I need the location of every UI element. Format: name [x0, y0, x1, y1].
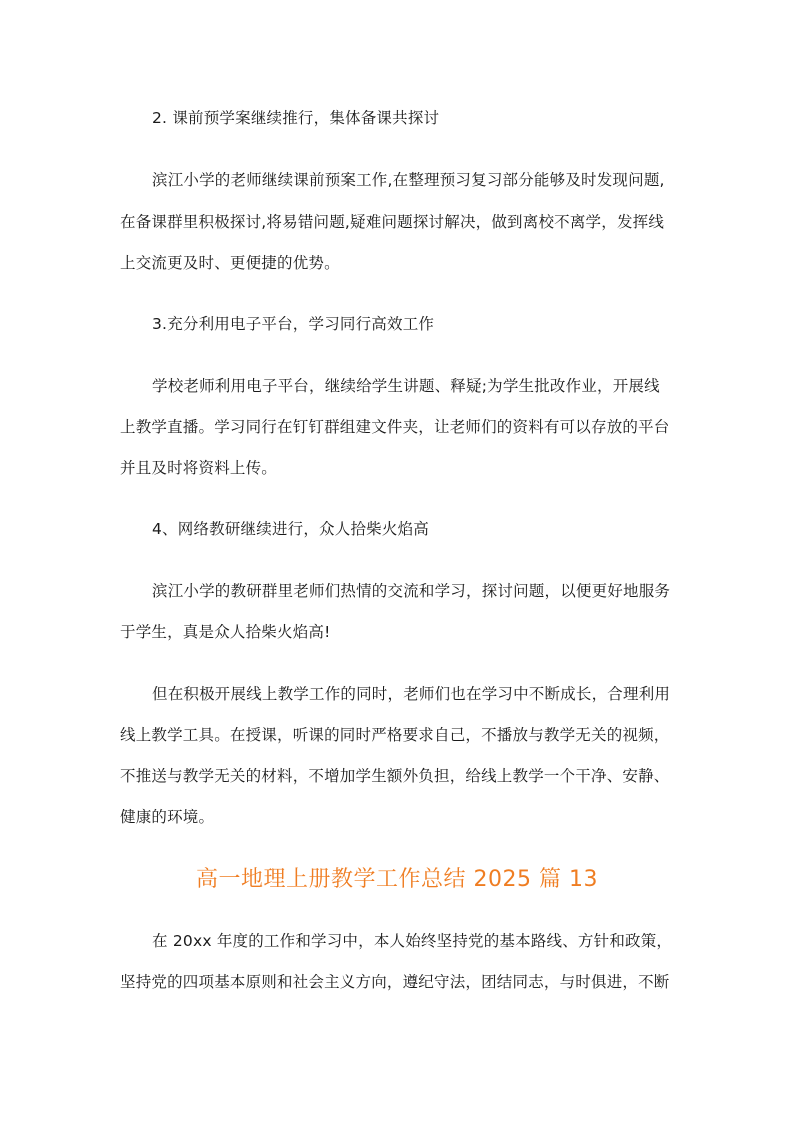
- paragraph-line: 不推送与教学无关的材料，不增加学生额外负担，给线上教学一个干净、安静、: [120, 767, 670, 785]
- paragraph-line: 滨江小学的教研群里老师们热情的交流和学习，探讨问题，以便更好地服务: [152, 582, 671, 600]
- section-title: 高一地理上册教学工作总结 2025 篇 13: [196, 867, 598, 892]
- paragraph-line: 滨江小学的老师继续课前预案工作,在整理预习复习部分能够及时发现问题,: [152, 171, 665, 189]
- paragraph-line: 但在积极开展线上教学工作的同时，老师们也在学习中不断成长，合理利用: [152, 685, 671, 703]
- paragraph-line: 上交流更及时、更便捷的优势。: [120, 254, 340, 272]
- heading-4: 4、网络教研继续进行，众人拾柴火焰高: [152, 520, 429, 538]
- paragraph-line: 坚持党的四项基本原则和社会主义方向，遵纪守法，团结同志，与时俱进，不断: [120, 973, 670, 991]
- paragraph-line: 上教学直播。学习同行在钉钉群组建文件夹，让老师们的资料有可以存放的平台: [120, 418, 670, 436]
- paragraph-line: 健康的环境。: [120, 808, 215, 826]
- paragraph-line: 学校老师利用电子平台，继续给学生讲题、释疑;为学生批改作业，开展线: [152, 377, 660, 395]
- paragraph-line: 并且及时将资料上传。: [120, 459, 278, 477]
- paragraph-line: 于学生，真是众人拾柴火焰高!: [120, 623, 331, 641]
- heading-2: 2. 课前预学案继续推行，集体备课共探讨: [152, 109, 440, 127]
- paragraph-line: 在 20xx 年度的工作和学习中，本人始终坚持党的基本路线、方针和政策，: [152, 932, 673, 950]
- paragraph-line: 线上教学工具。在授课，听课的同时严格要求自己，不播放与教学无关的视频，: [120, 726, 670, 744]
- heading-3: 3.充分利用电子平台，学习同行高效工作: [152, 315, 435, 333]
- paragraph-line: 在备课群里积极探讨,将易错问题,疑难问题探讨解决，做到离校不离学，发挥线: [120, 213, 665, 231]
